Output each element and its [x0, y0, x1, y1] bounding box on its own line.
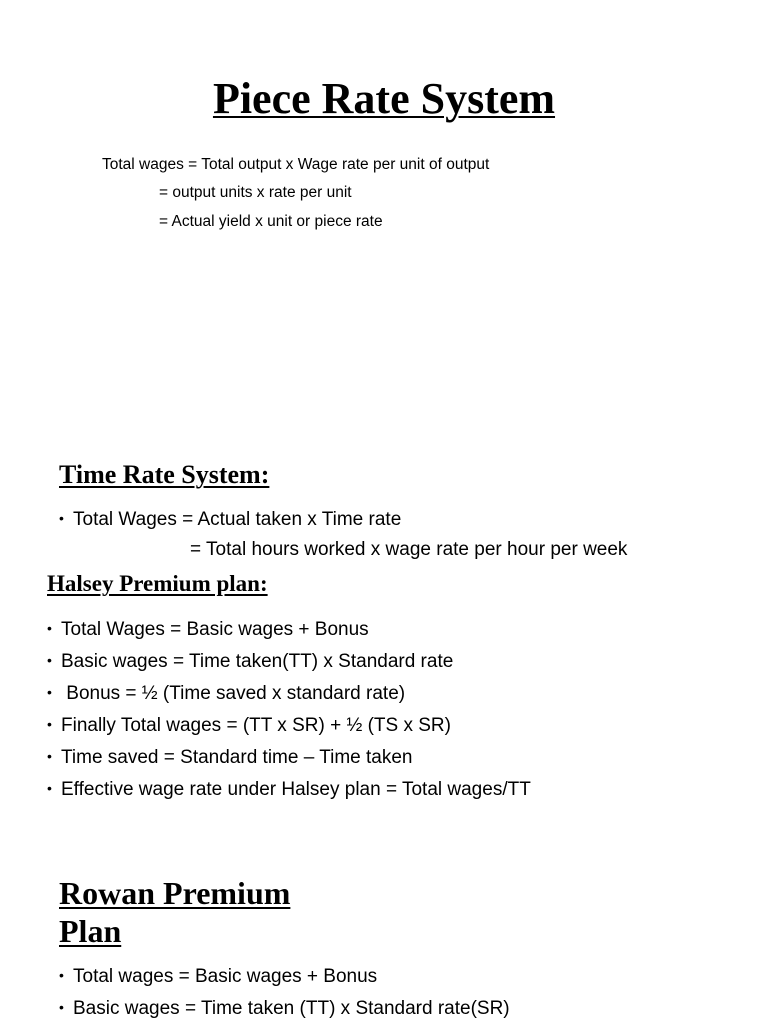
list-item-text: Total wages = Basic wages + Bonus — [73, 966, 378, 987]
bullet-marker: • — [47, 748, 52, 764]
list-item — [59, 995, 510, 1027]
list-item-text: Finally Total wages = (TT x SR) + ½ (TS x SR) — [61, 715, 451, 736]
bullet-marker: • — [47, 780, 52, 796]
bullet-marker: • — [47, 652, 52, 668]
list-item — [47, 616, 531, 648]
rowan-heading: Rowan Premium Plan — [59, 875, 291, 949]
bullet-marker: • — [47, 684, 52, 700]
list-item — [47, 680, 531, 712]
bullet-marker: • — [59, 999, 64, 1015]
rowan-list — [59, 963, 510, 1027]
list-item-text: Basic wages = Time taken(TT) x Standard rate — [61, 651, 454, 672]
bullet-marker: • — [59, 967, 64, 983]
page-title: Piece Rate System — [212, 74, 556, 123]
piece-rate-formula-line-1: Total wages = Total output x Wage rate per unit of output — [102, 156, 490, 173]
bullet-marker: • — [47, 716, 52, 732]
list-item — [47, 712, 531, 744]
list-item-text: Total Wages = Basic wages + Bonus — [61, 619, 369, 640]
list-item-text: Time saved = Standard time – Time taken — [61, 747, 413, 768]
piece-rate-formula-line-2: = output units x rate per unit — [159, 184, 352, 201]
time-rate-bullet — [59, 506, 401, 532]
halsey-heading: Halsey Premium plan: — [47, 571, 268, 596]
list-item-text: Bonus = ½ (Time saved x standard rate) — [61, 683, 406, 704]
list-item-text: Basic wages = Time taken (TT) x Standard rate(SR) — [73, 998, 510, 1019]
time-rate-bullet-text: Total Wages = Actual taken x Time rate — [73, 509, 402, 530]
halsey-list — [47, 616, 531, 808]
time-rate-heading: Time Rate System: — [59, 460, 270, 489]
list-item-text: Effective wage rate under Halsey plan = Total wages/TT — [61, 779, 531, 800]
list-item — [59, 963, 510, 995]
bullet-marker: • — [47, 620, 52, 636]
piece-rate-formula-line-3: = Actual yield x unit or piece rate — [159, 213, 383, 230]
bullet-marker: • — [59, 510, 64, 526]
list-item — [47, 744, 531, 776]
list-item — [47, 648, 531, 680]
time-rate-continuation: = Total hours worked x wage rate per hour per week — [190, 539, 628, 560]
list-item — [47, 776, 531, 808]
